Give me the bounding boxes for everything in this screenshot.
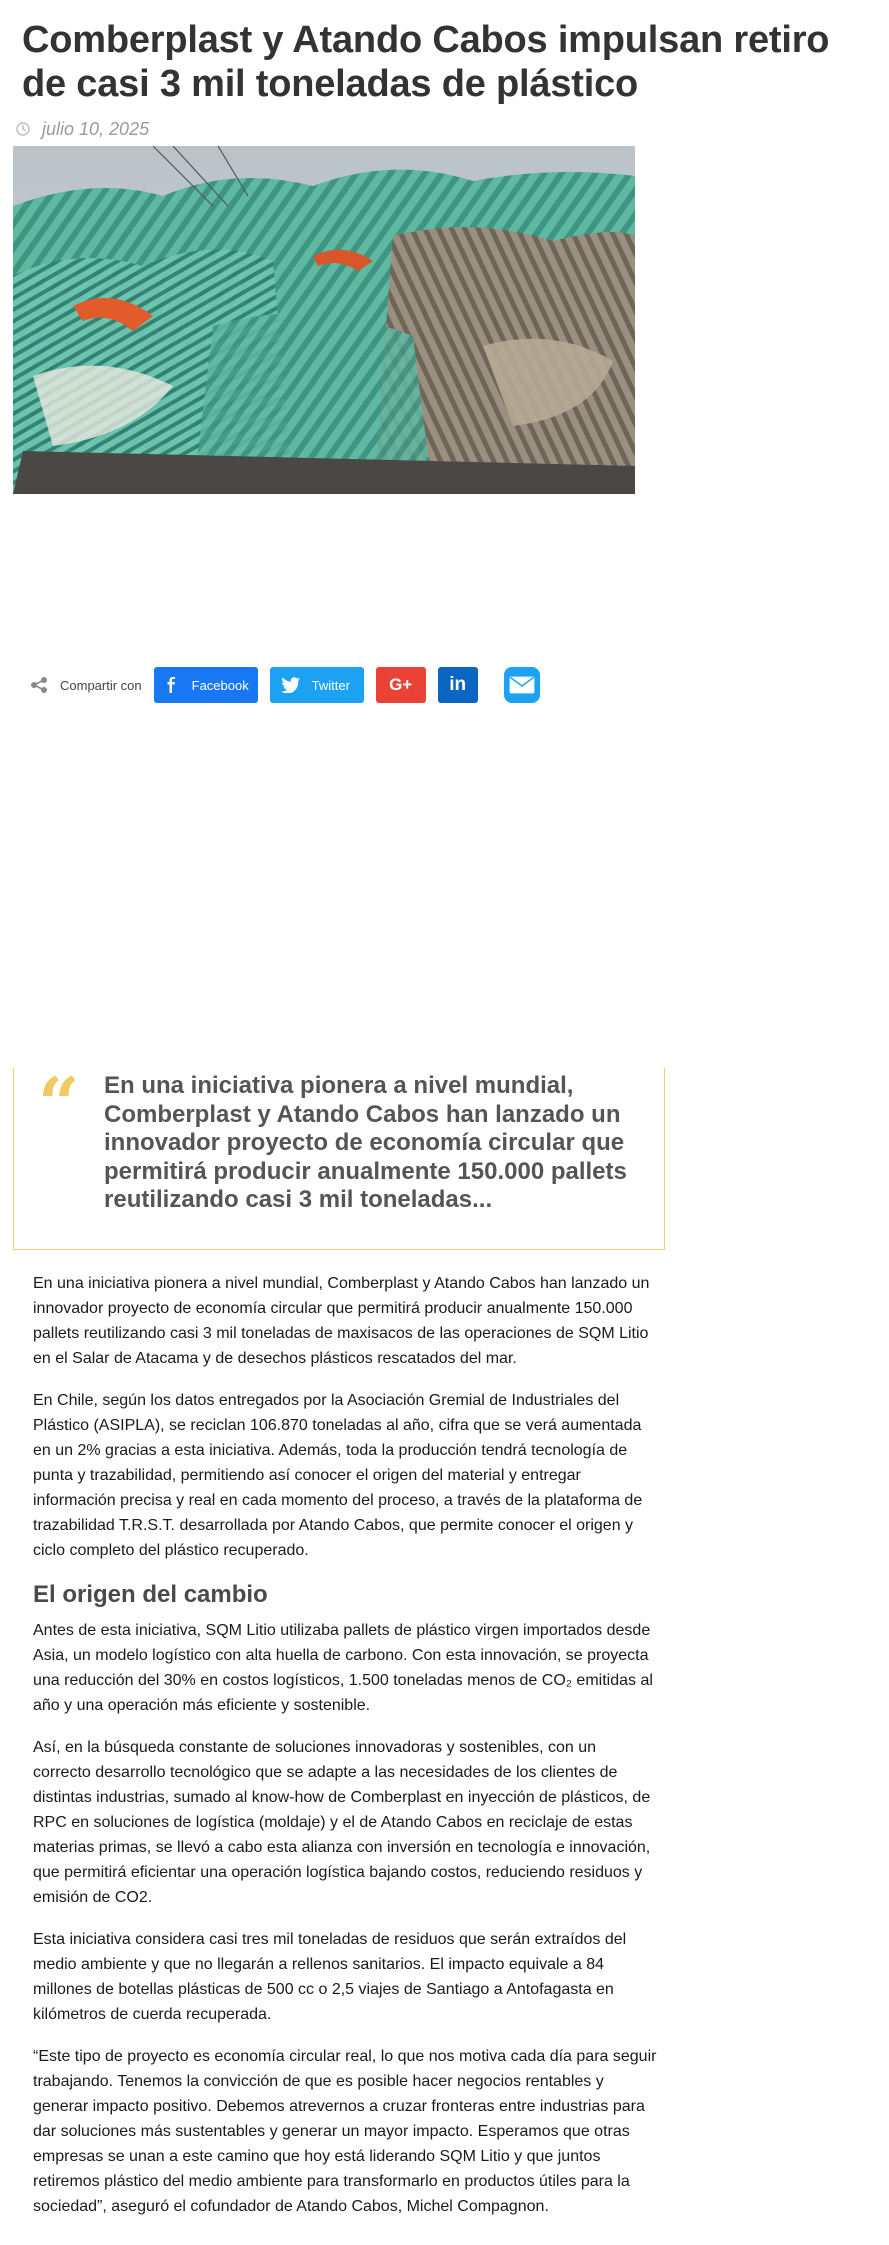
- googleplus-share-button[interactable]: [376, 667, 426, 703]
- paragraph: Así, en la búsqueda constante de soluciones innovadoras y sostenibles, con un correcto desarrollo tecnológico que se adapte a las necesidades de los clientes de distintas industrias, sumado al know-how de Comberplast en inyección de plásticos, de RPC en soluciones de logística (moldaje) y el de Atando Cabos en reciclaje de estas materias primas, se llevó a cabo esta alianza con inversión en tecnología e innovación, que permitirá eficientar una operación logística bajando costos, reduciendo residuos y emisión de CO2.: [33, 1739, 651, 1906]
- twitter-label: Twitter: [311, 677, 350, 693]
- share-bar: [30, 665, 540, 705]
- section-heading: El origen del cambio: [33, 1581, 268, 1608]
- pull-quote: [13, 1061, 665, 1250]
- googleplus-icon: G+: [389, 675, 413, 694]
- pull-quote-text: En una iniciativa pionera a nivel mundial, Comberplast y Atando Cabos han lanzado un innovador proyecto de economía circular que permitirá producir anualmente 150.000 pallets reutilizando casi 3 mil toneladas...: [104, 1072, 627, 1213]
- article-title: Comberplast y Atando Cabos impulsan retiro de casi 3 mil toneladas de plástico: [22, 19, 830, 105]
- paragraph: Esta iniciativa considera casi tres mil toneladas de residuos que serán extraídos del medio ambiente y que no llegarán a rellenos sanitarios. El impacto equivale a 84 millones de botellas plásticas de 500 cc o 2,5 viajes de Santiago a Antofagasta en kilómetros de cuerda recuperada.: [33, 1931, 627, 2023]
- linkedin-share-button[interactable]: [438, 667, 478, 703]
- paragraph: Antes de esta iniciativa, SQM Litio utilizaba pallets de plástico virgen importados desde Asia, un modelo logístico con alta huella de carbono. Con esta innovación, se proyecta una reducción del 30% en costos logísticos, 1.500 toneladas menos de CO₂ emitidas al año y una operación más eficiente y sostenible.: [33, 1622, 653, 1714]
- facebook-share-button[interactable]: [154, 667, 258, 703]
- hero-image: [13, 146, 635, 494]
- clock-icon: [16, 122, 30, 136]
- paragraph: En Chile, según los datos entregados por la Asociación Gremial de Industriales del Plástico (ASIPLA), se reciclan 106.870 toneladas al año, cifra que se verá aumentada en un 2% gracias a esta iniciativa. Además, toda la producción tendrá tecnología de punta y trazabilidad, permitiendo así conocer el origen del material y entregar información precisa y real en cada momento del proceso, a través de la plataforma de trazabilidad T.R.S.T. desarrollada por Atando Cabos, que permite conocer el origen y ciclo completo del plástico recuperado.: [33, 1392, 643, 1559]
- linkedin-icon: in: [449, 674, 467, 695]
- date-row: [16, 116, 149, 142]
- share-label: Compartir con: [60, 677, 142, 693]
- quote-mark-icon: “: [38, 1061, 80, 1146]
- facebook-icon: [164, 677, 178, 693]
- email-share-button[interactable]: [504, 667, 540, 703]
- twitter-share-button[interactable]: [270, 667, 364, 703]
- paragraph: “Este tipo de proyecto es economía circular real, lo que nos motiva cada día para seguir trabajando. Tenemos la convicción de que es posible hacer negocios rentables y generar impacto positivo. Debemos atrevernos a cruzar fronteras entre industrias para dar soluciones más sustentables y generar un mayor impacto. Esperamos que otras empresas se unan a este camino que hoy está liderando SQM Litio y que juntos retiremos plástico del medio ambiente para transformarlo en productos útiles para la sociedad”, aseguró el cofundador de Atando Cabos, Michel Compagnon.: [33, 2048, 657, 2215]
- article-body: [33, 1271, 657, 2236]
- twitter-icon: [280, 677, 300, 693]
- publish-date: julio 10, 2025: [42, 118, 150, 139]
- share-icon: [30, 676, 48, 694]
- paragraph: En una iniciativa pionera a nivel mundial, Comberplast y Atando Cabos han lanzado un innovador proyecto de economía circular que permitirá producir anualmente 150.000 pallets reutilizando casi 3 mil toneladas de maxisacos de las operaciones de SQM Litio en el Salar de Atacama y de desechos plásticos rescatados del mar.: [33, 1275, 650, 1367]
- mail-icon: [509, 676, 535, 694]
- facebook-label: Facebook: [191, 677, 249, 693]
